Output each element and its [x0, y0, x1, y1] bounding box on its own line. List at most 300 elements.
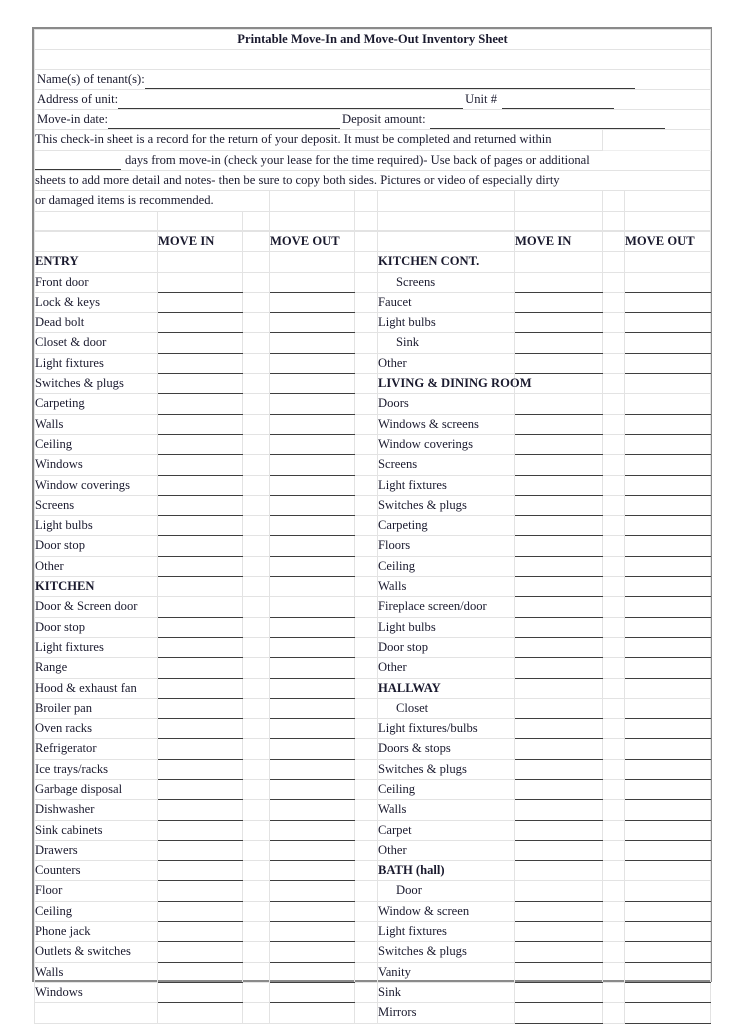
- gap-cell-2-right: [603, 556, 625, 576]
- grid-pad-o: [625, 211, 711, 230]
- gap-cell-2-right: [603, 617, 625, 637]
- checkbox-cell-move-in-left[interactable]: [158, 1003, 243, 1023]
- checkbox-cell-move-in-left[interactable]: [158, 414, 243, 434]
- checkbox-cell-move-in-right[interactable]: [515, 475, 603, 495]
- table-row: [35, 942, 711, 962]
- checkbox-cell-move-out-left[interactable]: [270, 292, 355, 312]
- checkbox-cell-move-in-left[interactable]: [158, 982, 243, 1002]
- checkbox-cell-move-out-left[interactable]: [270, 779, 355, 799]
- checkbox-cell-move-out-left[interactable]: [270, 617, 355, 637]
- checkbox-cell-move-out-right[interactable]: [625, 374, 711, 394]
- gap-cell-2-right: [603, 292, 625, 312]
- checkbox-cell-move-out-right[interactable]: [625, 292, 711, 312]
- inventory-item-left: Broiler pan: [35, 698, 158, 718]
- instructions-text-2-rest: days from move-in (check your lease for the time required)- Use back of pages or additional: [125, 152, 590, 167]
- tenant-names-input[interactable]: [145, 75, 635, 89]
- checkbox-cell-move-in-left[interactable]: [158, 779, 243, 799]
- checkbox-cell-move-out-right[interactable]: [625, 333, 711, 353]
- movein-deposit-field[interactable]: [35, 110, 711, 130]
- checkbox-cell-move-out-right[interactable]: [625, 759, 711, 779]
- checkbox-cell-move-in-left[interactable]: [158, 516, 243, 536]
- gap-cell-2-right: [603, 434, 625, 454]
- inventory-item-left: Counters: [35, 861, 158, 881]
- gap-cell-2-right: [603, 455, 625, 475]
- center-divider-cell: [355, 495, 378, 515]
- checkbox-cell-move-in-left[interactable]: [158, 678, 243, 698]
- checkbox-cell-move-in-right[interactable]: [515, 820, 603, 840]
- checkbox-cell-move-out-left[interactable]: [270, 800, 355, 820]
- gap-cell-2-right: [603, 779, 625, 799]
- inventory-item-right: Light fixtures: [378, 922, 515, 942]
- checkbox-cell-move-in-right[interactable]: [515, 719, 603, 739]
- inventory-item-right: Switches & plugs: [378, 759, 515, 779]
- checkbox-cell-move-in-right[interactable]: [515, 577, 603, 597]
- checkbox-cell-move-in-right[interactable]: [515, 698, 603, 718]
- checkbox-cell-move-in-left[interactable]: [158, 962, 243, 982]
- checkbox-cell-move-in-right[interactable]: [515, 881, 603, 901]
- checkbox-cell-move-out-right[interactable]: [625, 1003, 711, 1023]
- gap-cell-1-left: [243, 962, 270, 982]
- gap-cell-2-right: [603, 252, 625, 272]
- checkbox-cell-move-out-left[interactable]: [270, 455, 355, 475]
- checkbox-cell-move-out-left[interactable]: [270, 556, 355, 576]
- instructions-text-2: [35, 150, 711, 170]
- center-divider-cell: [355, 556, 378, 576]
- table-row: [35, 982, 711, 1002]
- checkbox-cell-move-in-left[interactable]: [158, 272, 243, 292]
- checkbox-cell-move-out-left[interactable]: [270, 516, 355, 536]
- checkbox-cell-move-in-left[interactable]: [158, 840, 243, 860]
- gap-cell-1-left: [243, 617, 270, 637]
- checkbox-cell-move-out-left[interactable]: [270, 739, 355, 759]
- inventory-item-right: Sink: [378, 982, 515, 1002]
- checkbox-cell-move-in-right[interactable]: [515, 982, 603, 1002]
- gap-cell-1-left: [243, 556, 270, 576]
- checkbox-cell-move-in-right[interactable]: [515, 414, 603, 434]
- checkbox-cell-move-in-right[interactable]: [515, 434, 603, 454]
- checkbox-cell-move-out-right[interactable]: [625, 475, 711, 495]
- checkbox-cell-move-out-right[interactable]: [625, 353, 711, 373]
- inventory-item-left: Walls: [35, 414, 158, 434]
- gap-cell-2-right: [603, 719, 625, 739]
- gap-cell-1-left: [243, 678, 270, 698]
- checkbox-cell-move-in-left[interactable]: [158, 577, 243, 597]
- table-row: [35, 658, 711, 678]
- inventory-item-left: Range: [35, 658, 158, 678]
- inventory-item-left: Front door: [35, 272, 158, 292]
- table-row: [35, 922, 711, 942]
- checkbox-cell-move-in-right[interactable]: [515, 861, 603, 881]
- inventory-item-right: Switches & plugs: [378, 495, 515, 515]
- checkbox-cell-move-in-left[interactable]: [158, 820, 243, 840]
- checkbox-cell-move-out-right[interactable]: [625, 739, 711, 759]
- checkbox-cell-move-in-left[interactable]: [158, 434, 243, 454]
- unit-input[interactable]: [502, 95, 614, 109]
- checkbox-cell-move-in-right[interactable]: [515, 962, 603, 982]
- inventory-item-right: Carpeting: [378, 516, 515, 536]
- checkbox-cell-move-out-left[interactable]: [270, 637, 355, 657]
- checkbox-cell-move-out-right[interactable]: [625, 313, 711, 333]
- checkbox-cell-move-in-left[interactable]: [158, 901, 243, 921]
- field-row-tenant-names: [35, 69, 711, 89]
- checkbox-cell-move-in-left[interactable]: [158, 455, 243, 475]
- checkbox-cell-move-out-left[interactable]: [270, 719, 355, 739]
- checkbox-cell-move-out-right[interactable]: [625, 942, 711, 962]
- table-row: [35, 252, 711, 272]
- table-row: [35, 759, 711, 779]
- checkbox-cell-move-out-left[interactable]: [270, 252, 355, 272]
- checkbox-cell-move-out-right[interactable]: [625, 272, 711, 292]
- table-row: [35, 536, 711, 556]
- inventory-item-left: Hood & exhaust fan: [35, 678, 158, 698]
- checkbox-cell-move-in-left[interactable]: [158, 881, 243, 901]
- checkbox-cell-move-in-right[interactable]: [515, 292, 603, 312]
- gap-cell-2-right: [603, 353, 625, 373]
- gap-cell-2-right: [603, 800, 625, 820]
- gap-cell-2-right: [603, 982, 625, 1002]
- inventory-item-left: Door stop: [35, 536, 158, 556]
- checkbox-cell-move-out-left[interactable]: [270, 982, 355, 1002]
- checkbox-cell-move-out-left[interactable]: [270, 313, 355, 333]
- checkbox-cell-move-out-right[interactable]: [625, 394, 711, 414]
- checkbox-cell-move-out-left[interactable]: [270, 597, 355, 617]
- checkbox-cell-move-out-right[interactable]: [625, 252, 711, 272]
- checkbox-cell-move-out-right[interactable]: [625, 962, 711, 982]
- table-row: [35, 353, 711, 373]
- gap-cell-1-left: [243, 374, 270, 394]
- days-blank-input[interactable]: [35, 157, 121, 170]
- section-header-right: BATH (hall): [378, 861, 515, 881]
- checkbox-cell-move-out-right[interactable]: [625, 495, 711, 515]
- checkbox-cell-move-in-left[interactable]: [158, 394, 243, 414]
- checkbox-cell-move-in-left[interactable]: [158, 739, 243, 759]
- gap-cell-2-right: [603, 313, 625, 333]
- gap-cell-1-left: [243, 1003, 270, 1023]
- inventory-item-left: Light bulbs: [35, 516, 158, 536]
- gap-cell-1-left: [243, 292, 270, 312]
- table-row: [35, 455, 711, 475]
- checkbox-cell-move-in-right[interactable]: [515, 637, 603, 657]
- instructions-line-2: [35, 150, 711, 170]
- grid-pad-h: [158, 211, 243, 230]
- inventory-sheet: [32, 27, 712, 1020]
- gap-cell-1-left: [243, 719, 270, 739]
- gap-cell-1-left: [243, 982, 270, 1002]
- checkbox-cell-move-out-right[interactable]: [625, 982, 711, 1002]
- center-divider-cell: [355, 516, 378, 536]
- checkbox-cell-move-out-right[interactable]: [625, 881, 711, 901]
- checkbox-cell-move-out-left[interactable]: [270, 901, 355, 921]
- checkbox-cell-move-out-left[interactable]: [270, 475, 355, 495]
- checkbox-cell-move-out-right[interactable]: [625, 516, 711, 536]
- table-row: [35, 333, 711, 353]
- movein-date-input[interactable]: [108, 115, 340, 129]
- gap-cell-2-right: [603, 658, 625, 678]
- center-divider-cell: [355, 272, 378, 292]
- checkbox-cell-move-out-right[interactable]: [625, 637, 711, 657]
- gap-cell-1-left: [243, 739, 270, 759]
- gap-cell-1-left: [243, 637, 270, 657]
- inventory-item-left: Oven racks: [35, 719, 158, 739]
- checkbox-cell-move-out-left[interactable]: [270, 434, 355, 454]
- gap-cell-1-left: [243, 272, 270, 292]
- checkbox-cell-move-out-left[interactable]: [270, 374, 355, 394]
- tenant-names-field[interactable]: [35, 69, 711, 89]
- checkbox-cell-move-in-left[interactable]: [158, 698, 243, 718]
- checkbox-cell-move-out-right[interactable]: [625, 658, 711, 678]
- left-item-header: [35, 231, 158, 251]
- table-row: [35, 739, 711, 759]
- checkbox-cell-move-out-right[interactable]: [625, 556, 711, 576]
- checkbox-cell-move-in-right[interactable]: [515, 1003, 603, 1023]
- checkbox-cell-move-out-left[interactable]: [270, 394, 355, 414]
- center-divider-cell: [355, 394, 378, 414]
- grid-pad-b: [355, 191, 378, 211]
- checkbox-cell-move-out-right[interactable]: [625, 861, 711, 881]
- checkbox-cell-move-out-right[interactable]: [625, 820, 711, 840]
- center-divider-cell: [355, 313, 378, 333]
- gap-cell-1-left: [243, 577, 270, 597]
- checkbox-cell-move-in-right[interactable]: [515, 353, 603, 373]
- checkbox-cell-move-in-left[interactable]: [158, 637, 243, 657]
- checkbox-cell-move-out-right[interactable]: [625, 577, 711, 597]
- checkbox-cell-move-in-left[interactable]: [158, 374, 243, 394]
- checkbox-cell-move-out-right[interactable]: [625, 901, 711, 921]
- center-divider-cell: [355, 678, 378, 698]
- checkbox-cell-move-in-left[interactable]: [158, 353, 243, 373]
- center-divider-cell: [355, 901, 378, 921]
- inventory-item-right: Other: [378, 353, 515, 373]
- checkbox-cell-move-out-left[interactable]: [270, 678, 355, 698]
- center-divider-cell: [355, 840, 378, 860]
- address-field[interactable]: [35, 89, 711, 109]
- column-header-row: [35, 231, 711, 251]
- checkbox-cell-move-in-right[interactable]: [515, 333, 603, 353]
- checkbox-cell-move-out-left[interactable]: [270, 495, 355, 515]
- page-title: Printable Move-In and Move-Out Inventory Sheet: [35, 30, 711, 50]
- center-divider-cell: [355, 861, 378, 881]
- gap-cell-1-left: [243, 252, 270, 272]
- checkbox-cell-move-out-left[interactable]: [270, 820, 355, 840]
- checkbox-cell-move-in-left[interactable]: [158, 252, 243, 272]
- center-divider-cell: [355, 1003, 378, 1023]
- checkbox-cell-move-in-right[interactable]: [515, 942, 603, 962]
- grid-pad-l: [378, 211, 515, 230]
- checkbox-cell-move-out-left[interactable]: [270, 922, 355, 942]
- inventory-item-right: Door stop: [378, 637, 515, 657]
- movein-date-label: Move-in date:: [37, 112, 108, 127]
- header-mid-gap: [355, 231, 378, 251]
- gap-cell-2-right: [603, 901, 625, 921]
- checkbox-cell-move-in-left[interactable]: [158, 292, 243, 312]
- checkbox-cell-move-out-left[interactable]: [270, 577, 355, 597]
- checkbox-cell-move-out-left[interactable]: [270, 840, 355, 860]
- center-divider-cell: [355, 536, 378, 556]
- inventory-item-left: Sink cabinets: [35, 820, 158, 840]
- checkbox-cell-move-out-right[interactable]: [625, 800, 711, 820]
- center-divider-cell: [355, 719, 378, 739]
- checkbox-cell-move-in-right[interactable]: [515, 394, 603, 414]
- inventory-item-left: Dead bolt: [35, 313, 158, 333]
- checkbox-cell-move-in-right[interactable]: [515, 800, 603, 820]
- checkbox-cell-move-in-left[interactable]: [158, 536, 243, 556]
- inventory-item-right: Doors & stops: [378, 739, 515, 759]
- checkbox-cell-move-in-left[interactable]: [158, 333, 243, 353]
- checkbox-cell-move-out-left[interactable]: [270, 536, 355, 556]
- checkbox-cell-move-in-left[interactable]: [158, 800, 243, 820]
- checkbox-cell-move-out-left[interactable]: [270, 962, 355, 982]
- checkbox-cell-move-out-right[interactable]: [625, 719, 711, 739]
- inventory-item-right: Faucet: [378, 292, 515, 312]
- inventory-item-left: Dishwasher: [35, 800, 158, 820]
- gap-cell-2-right: [603, 414, 625, 434]
- table-row: [35, 516, 711, 536]
- gap-cell-2-right: [603, 495, 625, 515]
- gap-cell-1-left: [243, 495, 270, 515]
- checkbox-cell-move-out-right[interactable]: [625, 434, 711, 454]
- center-divider-cell: [355, 637, 378, 657]
- checkbox-cell-move-out-left[interactable]: [270, 658, 355, 678]
- checkbox-cell-move-in-right[interactable]: [515, 840, 603, 860]
- checkbox-cell-move-in-left[interactable]: [158, 313, 243, 333]
- grid-pad-j: [270, 211, 355, 230]
- center-divider-cell: [355, 881, 378, 901]
- checkbox-cell-move-in-right[interactable]: [515, 678, 603, 698]
- checkbox-cell-move-in-right[interactable]: [515, 536, 603, 556]
- center-divider-cell: [355, 962, 378, 982]
- checkbox-cell-move-in-right[interactable]: [515, 658, 603, 678]
- table-row: [35, 800, 711, 820]
- inventory-item-left: Phone jack: [35, 922, 158, 942]
- checkbox-cell-move-in-left[interactable]: [158, 597, 243, 617]
- inventory-item-left: Windows: [35, 982, 158, 1002]
- inventory-item-right: Screens: [378, 272, 515, 292]
- table-row: [35, 617, 711, 637]
- gap-cell-2-right: [603, 861, 625, 881]
- center-divider-cell: [355, 617, 378, 637]
- table-row: [35, 678, 711, 698]
- checkbox-cell-move-out-left[interactable]: [270, 942, 355, 962]
- gap-cell-2-right: [603, 759, 625, 779]
- checkbox-cell-move-in-right[interactable]: [515, 252, 603, 272]
- inventory-item-right: Light bulbs: [378, 617, 515, 637]
- inventory-item-left: [35, 1003, 158, 1023]
- inventory-item-left: Carpeting: [35, 394, 158, 414]
- checkbox-cell-move-in-right[interactable]: [515, 516, 603, 536]
- checkbox-cell-move-in-right[interactable]: [515, 922, 603, 942]
- checkbox-cell-move-out-right[interactable]: [625, 698, 711, 718]
- checkbox-cell-move-out-left[interactable]: [270, 272, 355, 292]
- checkbox-cell-move-in-left[interactable]: [158, 617, 243, 637]
- checkbox-cell-move-in-right[interactable]: [515, 597, 603, 617]
- center-divider-cell: [355, 374, 378, 394]
- checkbox-cell-move-out-right[interactable]: [625, 597, 711, 617]
- checkbox-cell-move-in-right[interactable]: [515, 455, 603, 475]
- gap-cell-1-left: [243, 759, 270, 779]
- checkbox-cell-move-in-right[interactable]: [515, 901, 603, 921]
- checkbox-cell-move-out-left[interactable]: [270, 414, 355, 434]
- header-gap-right: [603, 231, 625, 251]
- gap-cell-1-left: [243, 434, 270, 454]
- checkbox-cell-move-in-right[interactable]: [515, 779, 603, 799]
- inventory-item-right: Walls: [378, 800, 515, 820]
- checkbox-cell-move-out-left[interactable]: [270, 698, 355, 718]
- checkbox-cell-move-out-right[interactable]: [625, 678, 711, 698]
- table-row: [35, 861, 711, 881]
- section-header-left: ENTRY: [35, 252, 158, 272]
- checkbox-cell-move-out-right[interactable]: [625, 455, 711, 475]
- checkbox-cell-move-in-right[interactable]: [515, 617, 603, 637]
- checkbox-cell-move-in-left[interactable]: [158, 922, 243, 942]
- checkbox-cell-move-in-right[interactable]: [515, 313, 603, 333]
- checkbox-cell-move-out-left[interactable]: [270, 861, 355, 881]
- checkbox-cell-move-out-left[interactable]: [270, 353, 355, 373]
- checkbox-cell-move-in-left[interactable]: [158, 495, 243, 515]
- checkbox-cell-move-in-right[interactable]: [515, 556, 603, 576]
- checkbox-cell-move-in-left[interactable]: [158, 658, 243, 678]
- instructions-line-4: [35, 191, 711, 211]
- gap-cell-1-left: [243, 313, 270, 333]
- checkbox-cell-move-out-left[interactable]: [270, 1003, 355, 1023]
- checkbox-cell-move-in-right[interactable]: [515, 759, 603, 779]
- checkbox-cell-move-in-left[interactable]: [158, 759, 243, 779]
- checkbox-cell-move-in-left[interactable]: [158, 556, 243, 576]
- title-spacer: [35, 50, 711, 69]
- grid-pad-e: [603, 191, 625, 211]
- checkbox-cell-move-out-right[interactable]: [625, 840, 711, 860]
- header-move-in-left: MOVE IN: [158, 231, 243, 251]
- checkbox-cell-move-out-right[interactable]: [625, 779, 711, 799]
- gap-cell-1-left: [243, 922, 270, 942]
- inventory-item-right: Screens: [378, 455, 515, 475]
- inventory-item-left: Door & Screen door: [35, 597, 158, 617]
- inventory-item-right: Doors: [378, 394, 515, 414]
- inventory-item-left: Closet & door: [35, 333, 158, 353]
- checkbox-cell-move-out-right[interactable]: [625, 536, 711, 556]
- checkbox-cell-move-in-right[interactable]: [515, 272, 603, 292]
- deposit-label: Deposit amount:: [342, 112, 426, 127]
- inventory-item-left: Floor: [35, 881, 158, 901]
- checkbox-cell-move-in-left[interactable]: [158, 942, 243, 962]
- checkbox-cell-move-in-right[interactable]: [515, 739, 603, 759]
- table-row: [35, 495, 711, 515]
- gap-cell-2-right: [603, 516, 625, 536]
- grid-pad-d: [515, 191, 603, 211]
- checkbox-cell-move-out-right[interactable]: [625, 617, 711, 637]
- checkbox-cell-move-out-left[interactable]: [270, 759, 355, 779]
- checkbox-cell-move-out-right[interactable]: [625, 922, 711, 942]
- center-divider-cell: [355, 353, 378, 373]
- address-label: Address of unit:: [37, 91, 119, 106]
- checkbox-cell-move-in-left[interactable]: [158, 861, 243, 881]
- pre-header-spacer-row: [35, 211, 711, 230]
- grid-pad-f: [625, 191, 711, 211]
- center-divider-cell: [355, 577, 378, 597]
- gap-cell-2-right: [603, 922, 625, 942]
- gap-cell-1-left: [243, 333, 270, 353]
- table-row: [35, 292, 711, 312]
- checkbox-cell-move-out-left[interactable]: [270, 881, 355, 901]
- center-divider-cell: [355, 434, 378, 454]
- inventory-item-right: Other: [378, 658, 515, 678]
- deposit-input[interactable]: [430, 115, 665, 129]
- checkbox-cell-move-out-left[interactable]: [270, 333, 355, 353]
- checkbox-cell-move-in-left[interactable]: [158, 475, 243, 495]
- address-input[interactable]: [118, 95, 463, 109]
- checkbox-cell-move-in-left[interactable]: [158, 719, 243, 739]
- checkbox-cell-move-in-right[interactable]: [515, 495, 603, 515]
- checkbox-cell-move-out-right[interactable]: [625, 414, 711, 434]
